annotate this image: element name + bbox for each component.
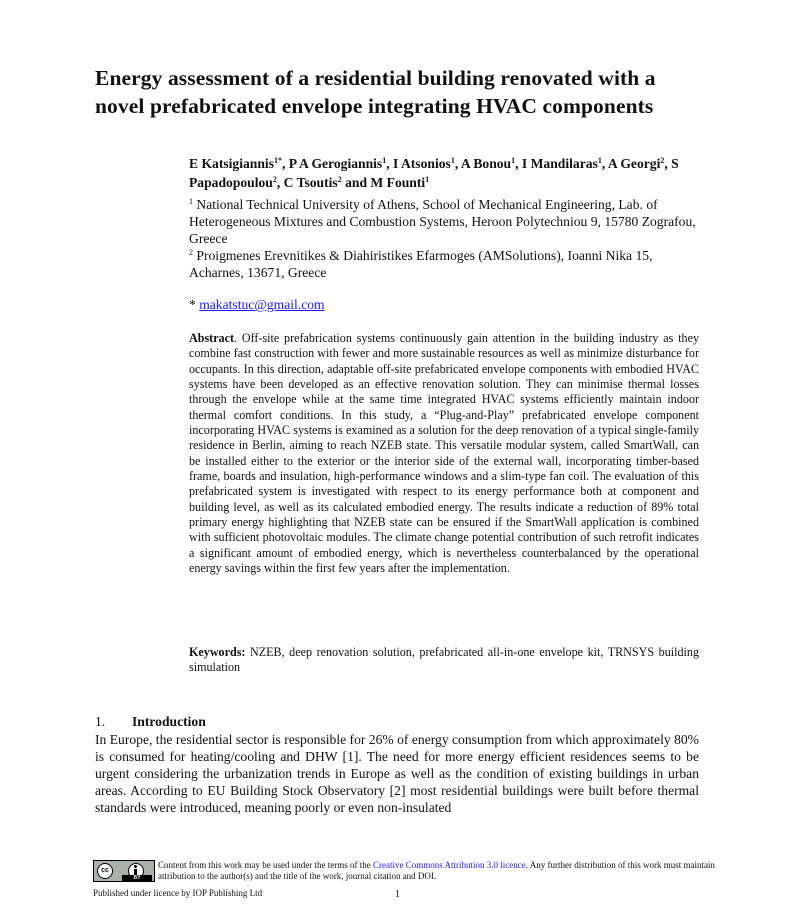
by-label: BY [122,875,152,881]
license-text: Content from this work may be used under the terms of the Creative Commons Attribution 3.0 licence. Any further distribution of this work must maintain attribution to the author(s) and the title of the work, journal citation and DOI. [158,860,715,881]
corresponding-email: * makatstuc@gmail.com [189,297,325,312]
keywords-text: NZEB, deep renovation solution, prefabricated all-in-one envelope kit, TRNSYS building simulation [189,645,699,675]
title-line: Energy assessment of a residential building renovated with a [95,66,656,90]
paper-title [95,64,715,120]
section-title: Introduction [132,714,206,729]
cc-by-license-icon[interactable] [93,860,155,882]
affiliation: $^1$ National Technical University of Athens, School of Mechanical Engineering, Lab. of Heterogeneous Mixtures and Combustion Systems, Heroon Polytechniou 9, 15780 Zografou, Greece [189,197,696,246]
author-list: E Katsigiannis$^{1*}$, P A Gerogiannis$^1$, I Atsonios$^1$, A Bonou$^1$, I Mandilaras$^1$, A Georgi$^2$, S Papadopoulou$^2$, C Tsoutis$^2$ and M Founti$^1$ [189,156,679,190]
intro-paragraph: In Europe, the residential sector is responsible for 26% of energy consumption from which approximately 80% is consumed for heating/cooling and DHW [1]. The need for more energy efficient residences seems to be urgent considering the urbanization trends in Europe as well as the condition of existing buildings in urban areas. According to EU Building Stock Observatory [2] most residential buildings were built before thermal standards were introduced, meaning poorly or even non-insulated [95,732,699,816]
abstract-label: Abstract [189,331,235,345]
abstract [189,331,699,577]
author: E Katsigiannis$^{1*}$ [189,156,282,171]
author: I Atsonios$^1$ [393,156,455,171]
author: A Georgi$^2$ [607,156,665,171]
author: P A Gerogiannis$^1$ [288,156,387,171]
section-heading [95,714,206,730]
author: I Mandilaras$^1$ [521,156,602,171]
keywords [189,645,699,676]
abstract-text: . Off-site prefabrication systems continuously gain attention in the building industry as they combine fast construction with fewer and more sustainable resources as well as minimize disturbance for occupants. In this direction, adaptable off-site prefabricated envelope components with embodied HVAC systems have been developed as an effective renovation solution. They can minimise thermal losses through the envelope while at the same time integrated HVAC systems efficiently maintain indoor thermal comfort conditions. In this study, a “Plug-and-Play” prefabricated envelope component incorporating HVAC systems is examined as a solution for the deep renovation of a typical single-family residence in Berlin, aiming to reach NZEB state. This versatile modular system, called SmartWall, can be installed either to the exterior or the interior side of the external wall, incorporating timber-based frame, boards and insulation, high-performance windows and a slim-type fan coil. The evaluation of this prefabricated system is investigated with respect to its energy performance both at component and building level, as well as its calculated embodied energy. The results indicate a reduction of 89% total primary energy highlighting that NZEB state can be ensured if the SmartWall application is combined with sufficient photovoltaic modules. The climate change potential contribution of such retrofit indicates a significant amount of embodied energy, which is nevertheless counterbalanced by the operational energy savings within the first few years after the implementation. [189,331,699,576]
affiliation: $^2$ Proigmenes Erevnitikes & Diahiristikes Efarmoges (AMSolutions), Ioanni Nika 15, Acharnes, 13671, Greece [189,248,653,280]
publisher-line: Published under licence by IOP Publishing Ltd [93,888,263,898]
page-number: 1 [395,889,400,900]
email-link[interactable]: makatstuc@gmail.com [199,297,325,312]
section-number: 1. [95,714,106,729]
keywords-label: Keywords: [189,645,246,659]
license-link[interactable]: Creative Commons Attribution 3.0 licence [372,860,526,870]
author: C Tsoutis$^2$ [283,175,342,190]
cc-icon: cc [97,863,113,879]
author: A Bonou$^1$ [460,156,516,171]
affiliations [189,196,709,281]
title-line: novel prefabricated envelope integrating HVAC components [95,94,654,118]
author: S Papadopoulou$^2$ [189,156,679,190]
author: M Founti$^1$ [370,175,430,190]
